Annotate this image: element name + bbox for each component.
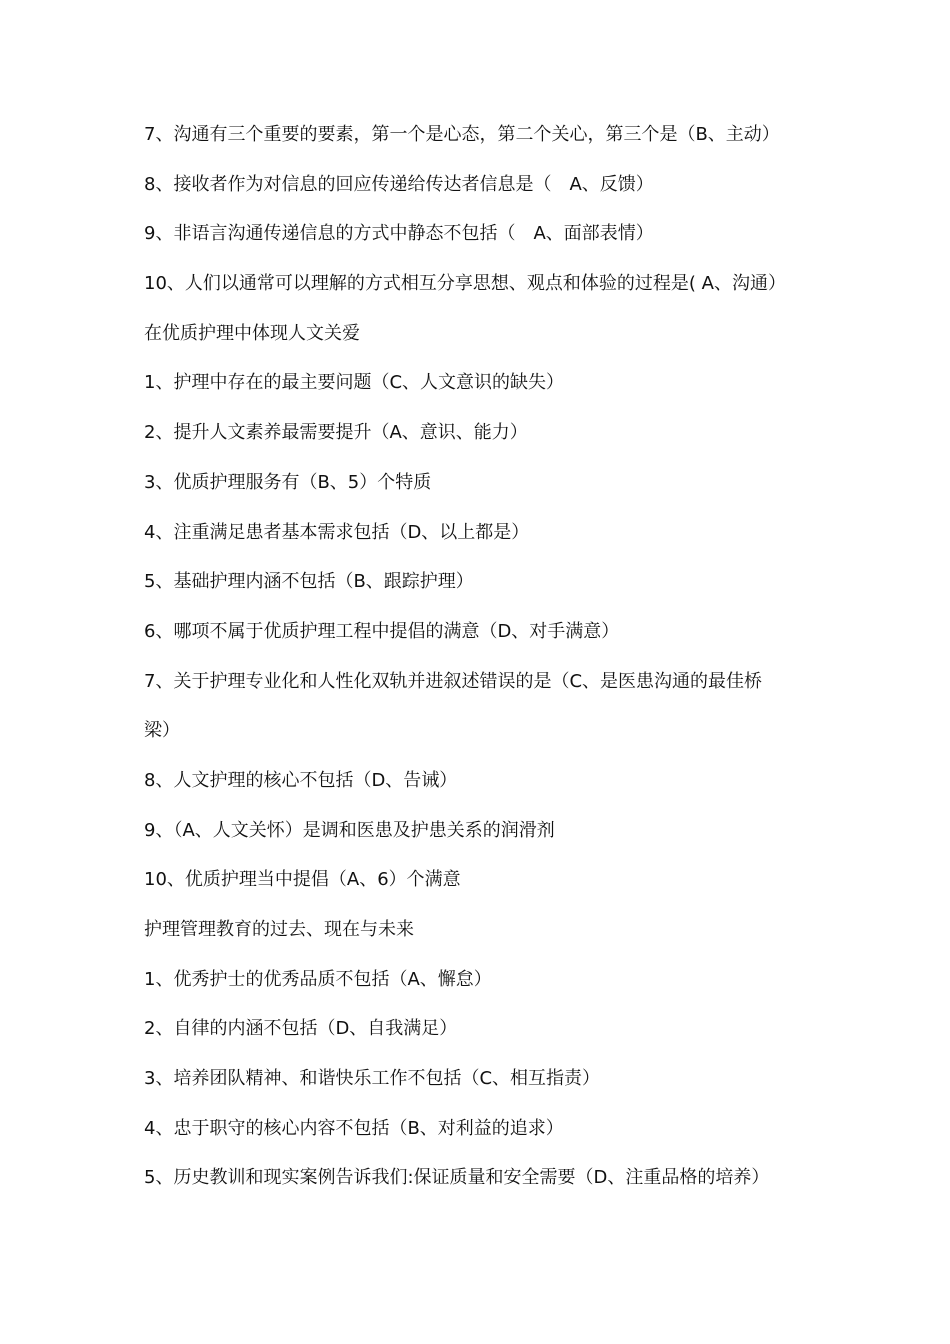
text-line: 10、优质护理当中提倡（A、6）个满意 xyxy=(144,869,461,891)
text-line: 2、提升人文素养最需要提升（A、意识、能力） xyxy=(144,422,528,444)
text-line: 3、培养团队精神、和谐快乐工作不包括（C、相互指责） xyxy=(144,1068,601,1090)
text-line: 6、哪项不属于优质护理工程中提倡的满意（D、对手满意） xyxy=(144,620,620,642)
text-line: 梁） xyxy=(144,720,180,742)
document-page xyxy=(144,118,812,1211)
text-line: 9、非语言沟通传递信息的方式中静态不包括（ A、面部表情） xyxy=(144,223,654,245)
text-line: 1、优秀护士的优秀品质不包括（A、懈怠） xyxy=(144,968,492,990)
text-line: 4、忠于职守的核心内容不包括（B、对利益的追求） xyxy=(144,1117,564,1139)
section-heading: 在优质护理中体现人文关爱 xyxy=(144,322,360,344)
text-line: 9、（A、人文关怀）是调和医患及护患关系的润滑剂 xyxy=(144,819,555,841)
text-line: 7、沟通有三个重要的要素，第一个是心态，第二个关心，第三个是（B、主动） xyxy=(144,124,780,145)
text-line: 5、历史教训和现实案例告诉我们:保证质量和安全需要（D、注重品格的培养） xyxy=(144,1167,770,1189)
text-line: 8、接收者作为对信息的回应传递给传达者信息是（ A、反馈） xyxy=(144,173,654,195)
section-heading: 护理管理教育的过去、现在与未来 xyxy=(144,919,414,940)
text-line: 4、注重满足患者基本需求包括（D、以上都是） xyxy=(144,521,530,543)
text-line: 3、优质护理服务有（B、5）个特质 xyxy=(144,471,432,493)
text-line: 5、基础护理内涵不包括（B、跟踪护理） xyxy=(144,571,474,593)
text-line: 8、人文护理的核心不包括（D、告诫） xyxy=(144,769,458,791)
text-line: 7、关于护理专业化和人性化双轨并进叙述错误的是（C、是医患沟通的最佳桥 xyxy=(144,670,763,692)
text-line: 1、护理中存在的最主要问题（C、人文意识的缺失） xyxy=(144,372,565,394)
text-line: 2、自律的内涵不包括（D、自我满足） xyxy=(144,1018,458,1040)
text-line: 10、人们以通常可以理解的方式相互分享思想、观点和体验的过程是( A、沟通） xyxy=(144,273,786,295)
